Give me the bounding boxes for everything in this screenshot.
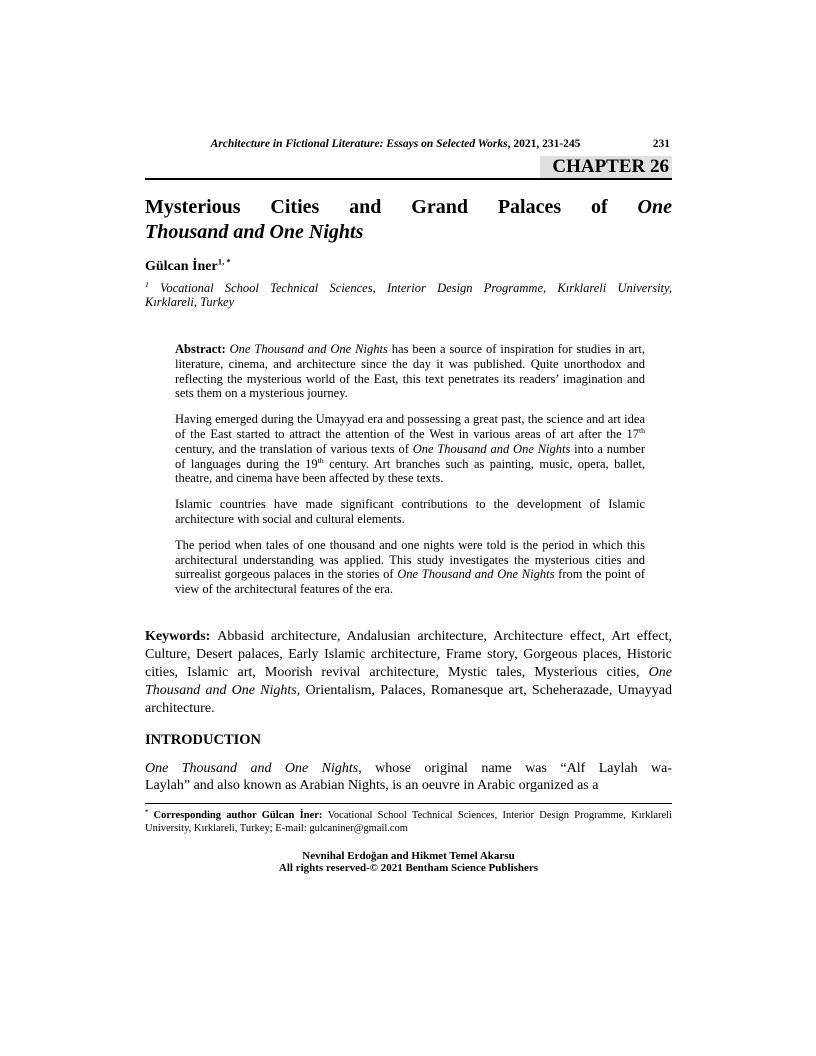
- publisher-editors: Nevnihal Erdoğan and Hikmet Temel Akarsu: [302, 849, 515, 862]
- abstract-paragraph-3: Islamic countries have made significant contributions to the development of Islamic architecture with social and cultural elements.: [175, 497, 645, 526]
- introduction-heading: INTRODUCTION: [145, 731, 262, 748]
- introduction-paragraph: [145, 760, 672, 794]
- chapter-title: [145, 195, 672, 245]
- abstract-paragraph-1: Abstract: One Thousand and One Nights has been a source of inspiration for studies in art, literature, cinema, and architecture since the day it was published. Quite unorthodox and reflecting the mysterious world of the East, this text penetrates its readers’ imagination and sets them on a mysterious journey.: [175, 342, 645, 401]
- author-name: Gülcan İner: [145, 259, 218, 274]
- publisher-copyright: All rights reserved-© 2021 Bentham Science Publishers: [278, 861, 539, 874]
- page-column: [145, 0, 672, 874]
- affiliation-line1: $^1$ Vocational School Technical Sciences, Interior Design Programme, Kırklareli University,: [145, 279, 672, 295]
- affiliation: [145, 279, 672, 309]
- chapter-label: CHAPTER 26: [540, 156, 672, 178]
- abstract-paragraph-2: Having emerged during the Umayyad era and possessing a great past, the science and art idea of the East started to attract the attention of the West in various areas of art after the 17th century, and the translation of various texts of One Thousand and One Nights into a number of languages during the 19th century. Art branches such as painting, music, opera, ballet, theatre, and cinema have been affected by these texts.: [175, 412, 645, 486]
- author-superscript: 1, *: [217, 256, 231, 267]
- abstract-paragraph-4: The period when tales of one thousand and one nights were told is the period in which this architectural understanding was applied. This study investigates the mysterious cities and surrealist gorgeous palaces in the stories of One Thousand and One Nights from the point of view of the architectural features of the era.: [175, 537, 645, 597]
- author: [145, 256, 672, 275]
- corresponding-author-footnote: * Corresponding author Gülcan İner: Vocational School Technical Sciences, Interior Design Programme, Kırklareli University, Kırklareli, Turkey; E-mail: gulcaniner@gmail.com: [145, 808, 672, 834]
- affiliation-line2: Kırklareli, Turkey: [145, 294, 235, 309]
- keywords: Keywords: Abbasid architecture, Andalusian architecture, Architecture effect, Art effect, Culture, Desert palaces, Early Islamic architecture, Frame story, Gorgeous places, Historic cities, Islamic art, Moorish revival architecture, Mystic tales, Mysterious cities, One Thousand and One Nights, Orientalism, Palaces, Romanesque art, Scheherazade, Umayyad architecture.: [145, 628, 673, 716]
- abstract: [145, 342, 672, 597]
- running-head: [145, 137, 672, 151]
- introduction-line1: One Thousand and One Nights, whose original name was “Alf Laylah wa-: [145, 760, 672, 776]
- running-head-title: Architecture in Fictional Literature: Essays on Selected Works, 2021, 231-245: [210, 138, 581, 150]
- chapter-banner: [145, 156, 672, 180]
- publisher-footer: [145, 850, 672, 874]
- page-number: 231: [652, 138, 670, 150]
- footnote-separator: [145, 803, 672, 804]
- chapter-title-line2: Thousand and One Nights: [145, 221, 364, 243]
- chapter-title-line1: Mysterious Cities and Grand Palaces of One: [145, 196, 672, 218]
- introduction-line2: Laylah” and also known as Arabian Nights, is an oeuvre in Arabic organized as a: [145, 777, 599, 793]
